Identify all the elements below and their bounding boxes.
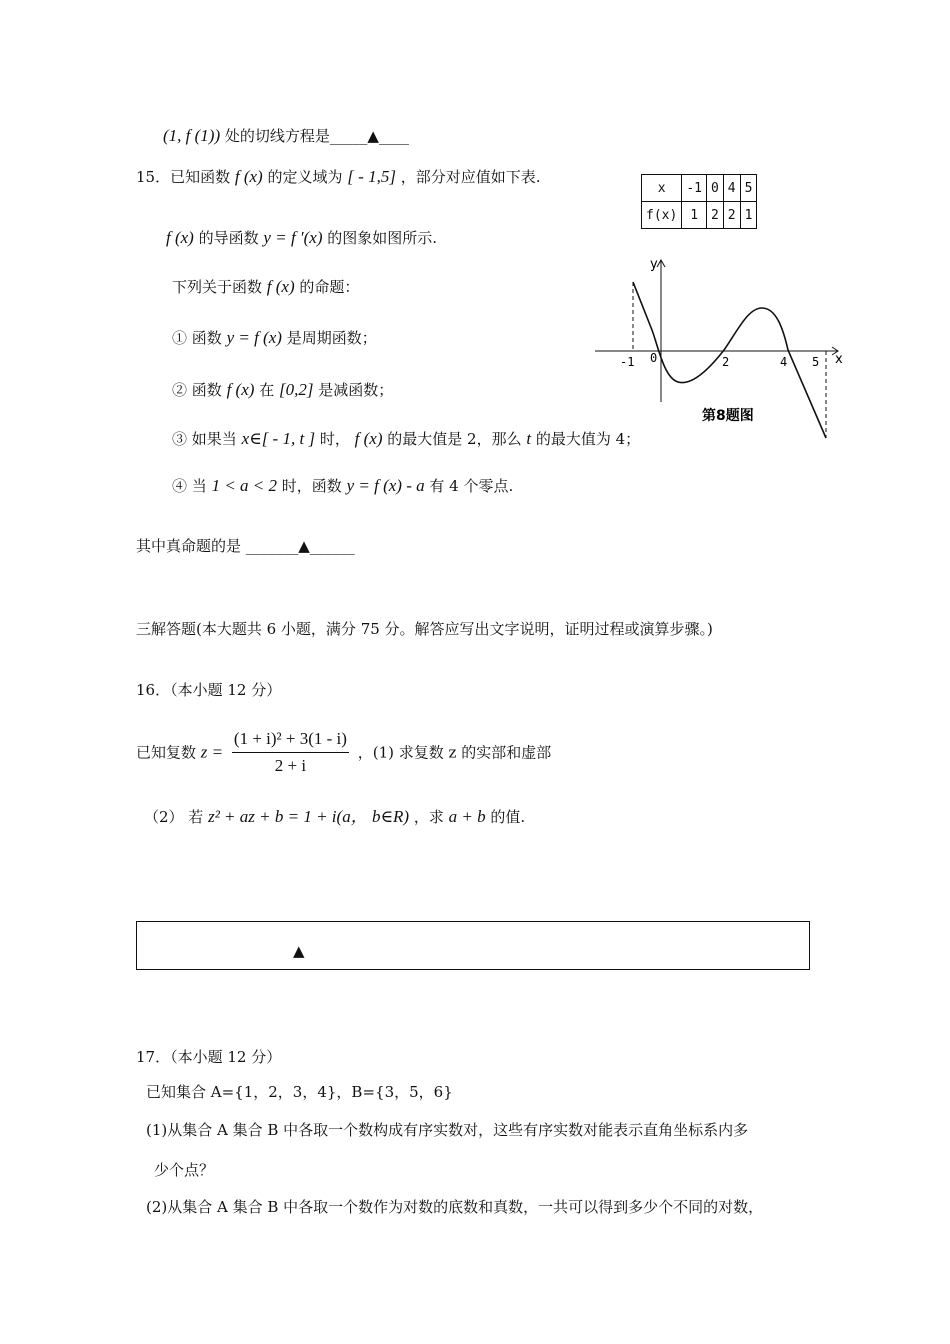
table-cell: 2 xyxy=(723,202,740,229)
p4-math: 1 < a < 2 xyxy=(211,476,278,495)
p4-suffix: 有 4 个零点. xyxy=(429,477,514,495)
section-3-heading: 三解答题(本大题共 6 小题，满分 75 分。解答应写出文字说明，证明过程或演算步骤。) xyxy=(136,620,713,638)
proposition-4 xyxy=(172,476,513,496)
complex-fraction xyxy=(232,728,349,777)
tangent-line-question xyxy=(163,126,409,146)
proposition-3 xyxy=(172,429,640,449)
p3-suffix: 的最大值为 4； xyxy=(535,430,641,448)
tick-label: 4 xyxy=(780,355,788,369)
q16-prefix: 已知复数 xyxy=(136,743,197,762)
q17-part1-continued: 少个点？ xyxy=(154,1161,215,1179)
q15-fx: f (x) xyxy=(234,167,263,186)
q16-a-plus-b: a + b xyxy=(448,807,486,826)
table-cell: 5 xyxy=(740,175,757,202)
q15-line3-suffix: 的命题： xyxy=(299,278,360,296)
p1-math: y = f (x) xyxy=(226,328,282,347)
table-cell: 1 xyxy=(682,202,707,229)
q16-answer-box[interactable] xyxy=(136,921,810,970)
q17-part2: (2)从集合 A 集合 B 中各取一个数作为对数的底数和真数，一共可以得到多少个不同的对数， xyxy=(146,1198,764,1216)
graph-caption: 第8题图 xyxy=(702,408,754,424)
value-table-header-row xyxy=(642,175,757,202)
table-cell: f(x) xyxy=(642,202,682,229)
q16-line2-mid: ，求 xyxy=(413,808,444,826)
p3-t: t xyxy=(526,429,532,448)
p3-math: x∈[ - 1, t ] xyxy=(241,429,316,448)
p3-mid: 时， xyxy=(319,430,350,448)
table-cell: 4 xyxy=(723,175,740,202)
q15-line2-suffix: 的图象如图所示. xyxy=(327,229,438,247)
q15-stem xyxy=(136,167,541,187)
p2-label: ② 函数 xyxy=(172,381,222,399)
p2-mid: 在 xyxy=(259,381,275,399)
q15-interval: [ - 1,5] xyxy=(347,167,396,186)
q17-sets: 已知集合 A={1，2，3，4}，B={3，5，6} xyxy=(146,1083,453,1101)
q17-title: 17．（本小题 12 分） xyxy=(136,1048,282,1066)
q16-title: 16．（本小题 12 分） xyxy=(136,681,282,699)
table-cell: 2 xyxy=(706,202,723,229)
z-equals: z = xyxy=(200,742,224,762)
point-expression: (1, f (1)) xyxy=(163,126,221,145)
tick-label: 2 xyxy=(722,355,730,369)
q15-prefix: 15．已知函数 xyxy=(136,168,231,186)
table-cell: -1 xyxy=(682,175,707,202)
q15-line3-fx: f (x) xyxy=(266,277,295,296)
q16-equation: z² + az + b = 1 + i(a， b∈R) xyxy=(208,807,410,826)
q16-line2-prefix: （2） 若 xyxy=(144,808,204,826)
tick-label: 0 xyxy=(650,351,658,365)
table-cell: x xyxy=(642,175,682,202)
p2-suffix: 是减函数； xyxy=(318,381,394,399)
q15-line2-mid: 的导函数 xyxy=(198,229,259,247)
x-axis-label: x xyxy=(835,352,843,367)
y-axis-label: y xyxy=(650,257,658,272)
q15-line3-prefix: 下列关于函数 xyxy=(172,278,263,296)
answer-marker: ▲ xyxy=(293,942,305,960)
p4-func: y = f (x) - a xyxy=(346,476,425,495)
derivative-graph xyxy=(590,250,850,450)
p1-label: ① 函数 xyxy=(172,329,222,347)
p1-suffix: 是周期函数； xyxy=(286,329,377,347)
tick-label: 5 xyxy=(812,355,820,369)
q15-mid: 的定义域为 xyxy=(267,168,343,186)
table-cell: 0 xyxy=(706,175,723,202)
value-table xyxy=(641,174,757,229)
q16-line1 xyxy=(136,728,551,777)
q17-part1: (1)从集合 A 集合 B 中各取一个数构成有序实数对，这些有序实数对能表示直角坐标系内多 xyxy=(146,1121,749,1139)
table-cell: 1 xyxy=(740,202,757,229)
q16-line2 xyxy=(144,807,525,827)
p3-label: ③ 如果当 xyxy=(172,430,237,448)
p3-mid2: 的最大值是 2，那么 xyxy=(387,430,522,448)
q15-derivative-line xyxy=(166,228,437,248)
proposition-1 xyxy=(172,328,377,348)
q15-suffix: ，部分对应值如下表. xyxy=(400,168,541,186)
p2-interval: [0,2] xyxy=(278,380,314,399)
q15-derivative-expr: y = f ′(x) xyxy=(263,228,323,247)
proposition-2 xyxy=(172,380,393,400)
p4-label: ④ 当 xyxy=(172,477,207,495)
fraction-denominator: 2 + i xyxy=(274,756,307,775)
q15-propositions-intro xyxy=(172,277,359,297)
q15-answer-line: 其中真命题的是 _______▲______ xyxy=(136,537,355,555)
p4-mid: 时，函数 xyxy=(281,477,342,495)
q16-line2-suffix: 的值. xyxy=(490,808,526,826)
value-table-value-row xyxy=(642,202,757,229)
tick-label: -1 xyxy=(620,355,635,369)
fraction-numerator: (1 + i)² + 3(1 - i) xyxy=(232,728,349,753)
q15-line2-fx: f (x) xyxy=(166,228,194,247)
p3-fx: f (x) xyxy=(354,429,383,448)
tangent-line-text: 处的切线方程是_____▲____ xyxy=(224,127,409,145)
q16-line1-suffix: ，(1) 求复数 z 的实部和虚部 xyxy=(357,743,552,762)
p2-math: f (x) xyxy=(226,380,255,399)
